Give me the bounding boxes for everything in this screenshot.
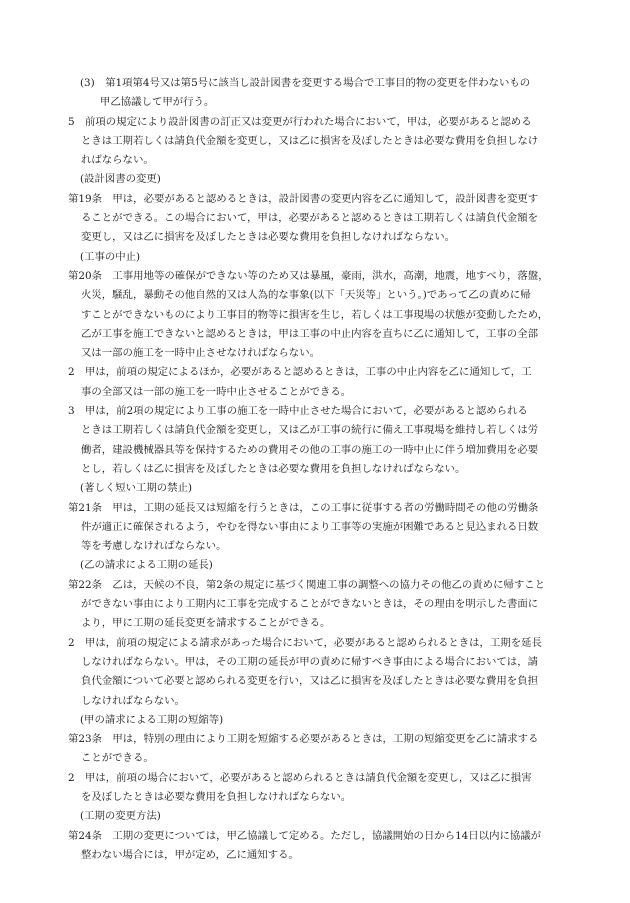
clause-first-line: 第19条 甲は，必要があると認めるときは，設計図書の変更内容を乙に通知して，設計図書を変更す xyxy=(68,192,539,205)
clause-continuation-line: ればならない。 xyxy=(81,154,154,167)
clause-continuation-line: より，甲に工期の延長変更を請求することができる。 xyxy=(81,617,331,630)
clause-first-line: 3 甲は，前2項の規定により工事の施工を一時中止させた場合において，必要があると認められる xyxy=(68,405,528,418)
list-item-first-line: (3) 第1項第4号又は第5号に該当し設計図書を変更する場合で工事目的物の変更を伴わないもの xyxy=(80,77,531,89)
clause-first-line: 第23条 甲は，特別の理由により工期を短縮する必要があるときは，工期の短縮変更を乙に請求する xyxy=(68,733,539,746)
section-heading: (乙の請求による工期の延長) xyxy=(80,559,213,572)
clause-first-line: 第24条 工期の変更については，甲乙協議して定める。ただし，協議開始の日から14日以内に協議が xyxy=(68,829,542,842)
clause-continuation-line: 働者，建設機械器具等を保持するための費用その他の工事の施工の一時中止に伴う増加費用を必要 xyxy=(81,443,539,456)
clause-continuation-line: ることができる。この場合において，甲は，必要があると認めるときは工期若しくは請負代金額を xyxy=(81,212,538,225)
clause-continuation-line: 又は一部の施工を一時中止させなければならない。 xyxy=(81,347,320,360)
clause-continuation-line: 火災，騒乱，暴動その他自然的又は人為的な事象(以下「天災等」という。)であって乙の責めに帰 xyxy=(81,289,531,302)
clause-continuation-line: 負代金額について必要と認められる変更を行い，又は乙に損害を及ぼしたときは必要な費用を負担 xyxy=(81,675,538,688)
document-body xyxy=(68,74,578,865)
clause-continuation-line: ことができる。 xyxy=(81,752,154,765)
clause-continuation-line: すことができないものにより工事目的物等に損害を生じ，若しくは工事現場の状態が変動したため， xyxy=(81,308,549,321)
clause-continuation-line: ときは工期若しくは請負代金額を変更し，又は乙が工事の続行に備え工事現場を維持し若しくは労 xyxy=(81,424,539,437)
clause-continuation-line: しなければならない。 xyxy=(81,694,185,707)
clause-first-line: 第20条 工事用地等の確保ができない等のため又は暴風，豪雨，洪水，高潮，地震，地すべり，落盤， xyxy=(68,269,549,282)
clause-continuation-line: 乙が工事を施工できないと認めるときは，甲は工事の中止内容を直ちに乙に通知して，工事の全部 xyxy=(81,327,538,340)
section-heading: (工期の変更方法) xyxy=(80,810,161,823)
clause-continuation-line: とし，若しくは乙に損害を及ぼしたときは必要な費用を負担しなければならない。 xyxy=(81,462,466,475)
clause-first-line: 第22条 乙は，天候の不良，第2条の規定に基づく関連工事の調整への協力その他乙の責めに帰すこと xyxy=(68,578,546,591)
clause-first-line: 2 甲は，前項の規定による請求があった場合において，必要があると認められるときは，工期を延長 xyxy=(68,636,542,649)
clause-continuation-line: 件が適正に確保されるよう，やむを得ない事由により工事等の実施が困難であると見込まれる日数 xyxy=(81,520,539,533)
section-heading: (甲の請求による工期の短縮等) xyxy=(80,713,224,726)
clause-continuation-line: を及ぼしたときは必要な費用を負担しなければならない。 xyxy=(81,790,352,803)
clause-first-line: 5 前項の規定により設計図書の訂正又は変更が行われた場合において，甲は，必要があると認める xyxy=(68,115,532,128)
clause-first-line: 2 甲は，前項の場合において，必要があると認められるときは請負代金額を変更し，又は乙に損害 xyxy=(68,771,532,784)
clause-continuation-line: ときは工期若しくは請負代金額を変更し，又は乙に損害を及ぼしたときは必要な費用を負担しなけ xyxy=(81,134,539,147)
section-heading: (設計図書の変更) xyxy=(80,173,161,186)
list-item-continuation-line: 甲乙協議して甲が行う。 xyxy=(100,96,215,109)
clause-continuation-line: ができない事由により工期内に工事を完成することができないときは，その理由を明示した書面に xyxy=(81,598,539,611)
clause-first-line: 第21条 甲は，工期の延長又は短縮を行うときは，この工事に従事する者の労働時間その他の労働条 xyxy=(68,501,539,514)
clause-continuation-line: 整わない場合には，甲が定め，乙に通知する。 xyxy=(81,848,299,861)
clause-continuation-line: 事の全部又は一部の施工を一時中止させることができる。 xyxy=(81,385,352,398)
section-heading: (著しく短い工期の禁止) xyxy=(80,482,193,495)
clause-continuation-line: 等を考慮しなければならない。 xyxy=(81,540,227,553)
clause-continuation-line: 変更し，又は乙に損害を及ぼしたときは必要な費用を負担しなければならない。 xyxy=(81,231,456,244)
clause-continuation-line: しなければならない。甲は，その工期の延長が甲の責めに帰すべき事由による場合においては，請 xyxy=(81,655,538,668)
section-heading: (工事の中止) xyxy=(80,250,141,263)
clause-first-line: 2 甲は，前項の規定によるほか，必要があると認めるときは，工事の中止内容を乙に通知して，工 xyxy=(68,366,532,379)
